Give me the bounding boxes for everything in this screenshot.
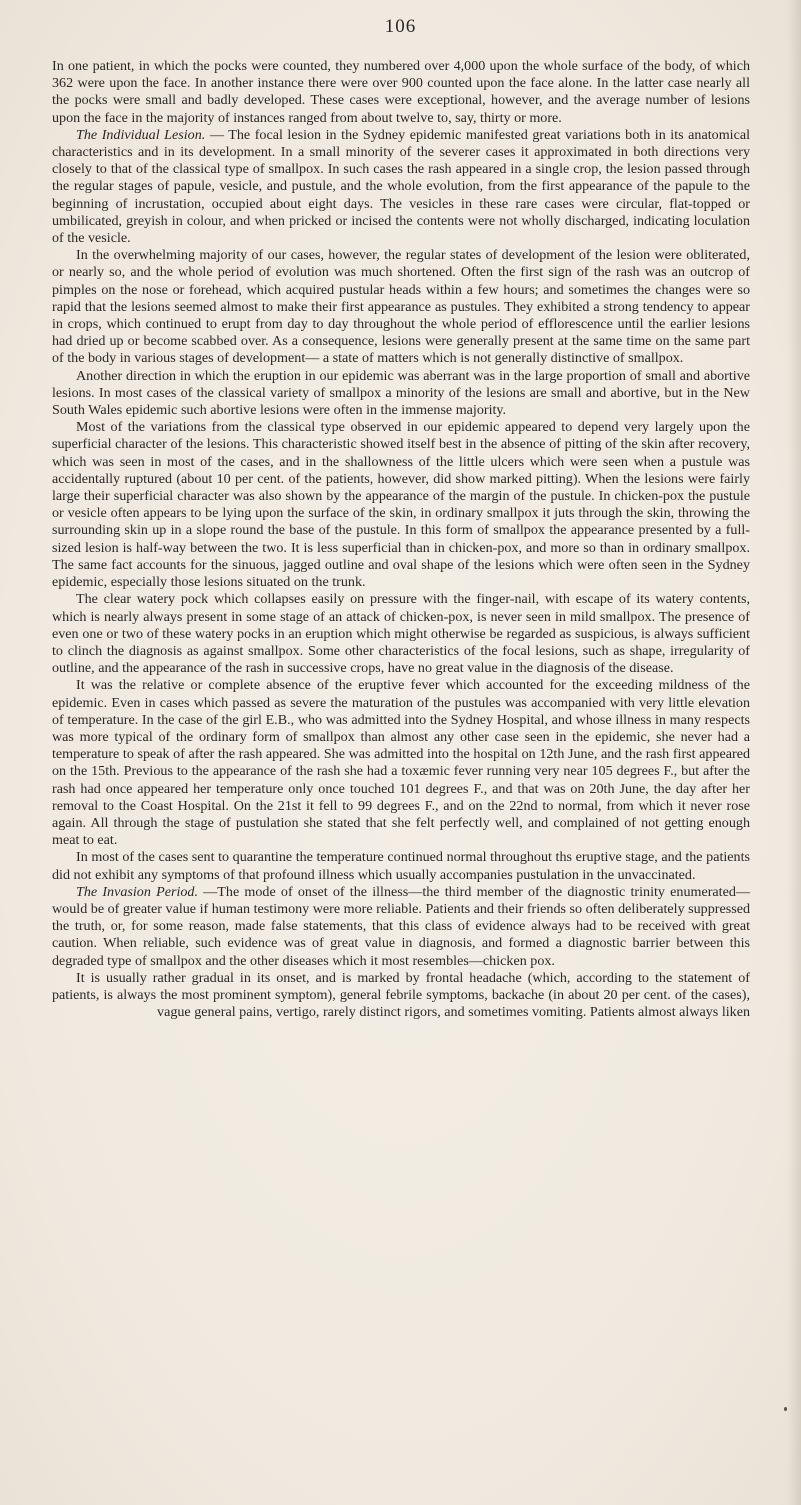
paragraph-development-stages [52, 247, 750, 367]
section-heading-invasion-period: The Invasion Period. [76, 883, 198, 900]
paragraph-text: Most of the variations from the classical type observed in our epidemic appeared to depend very largely upon the superficial character of the lesions. This characteristic showed itself best in the absence of pitting of the skin after recovery, which was seen in most of the cases, and in the shallowness of the little ulcers which were seen when a pustule was accidentally ruptured (about 10 per cent. of the patients, however, did show marked pitting). When the lesions were fairly large their superficial character was also shown by the appearance of the margin of the pustule. In chicken-pox the pustule or vesicle often appears to be lying upon the surface of the skin, in ordinary smallpox it juts through the skin, throwing the surrounding skin up in a slope round the base of the pustule. In this form of smallpox the appearance presented by a full-sized lesion is half-way between the two. It is less superficial than in chicken-pox, and more so than in ordinary smallpox. The same fact accounts for the sinuous, jagged outline and oval shape of the lesions which were often seen in the Sydney epidemic, especially those lesions situated on the trunk. [52, 419, 750, 591]
page-number: 106 [384, 16, 417, 37]
paragraph-text: In the overwhelming majority of our cases, however, the regular states of development of the lesion were obliterated, or nearly so, and the whole period of evolution was much shortened. Often the first sign of the rash was an outcrop of pimples on the nose or forehead, which acquired pustular heads within a few hours; and sometimes the changes were so rapid that the lesions seemed almost to make their first appearance as pustules. They exhibited a strong tendency to appear in crops, which continued to erupt from day to day throughout the whole period of efflorescence until the earlier lesions had dried up or become scabbed over. As a consequence, lesions were generally present at the same time on the same part of the body in various stages of development— a state of matters which is not generally distinctive of smallpox. [52, 247, 750, 367]
section-heading-individual-lesion: The Individual Lesion. [76, 126, 206, 143]
paragraph-onset-symptoms [52, 970, 750, 1022]
paragraph-pock-counts [52, 58, 750, 127]
ink-speck [784, 1407, 787, 1411]
paragraph-eruptive-fever [52, 677, 750, 849]
paragraph-text: The clear watery pock which collapses easily on pressure with the finger-nail, with escape of its watery contents, which is nearly always present in some stage of an attack of chicken-pox, is never seen in mild smallpox. The presence of even one or two of these watery pocks in an eruption which might otherwise be regarded as suspicious, is always sufficient to clinch the diagnosis as against smallpox. Some other characteristics of the focal lesions, such as shape, irregularity of outline, and the appearance of the rash in successive crops, have no great value in the diagnosis of the disease. [52, 591, 750, 677]
paragraph-text: — The focal lesion in the Sydney epidemic manifested great variations both in its anatomical characteristics and in its development. In a small minority of the severer cases it approximated in both directions very closely to that of the classical type of smallpox. In such cases the rash appeared in a single crop, the lesion passed through the regular stages of papule, vesicle, and pustule, and the whole evolution, from the first appearance of the papule to the beginning of incrustation, occupied about eight days. The vesicles in these rare cases were circular, flat-topped or umbilicated, greyish in colour, and when pricked or incised the contents were not wholly discharged, indicating loculation of the vesicle. [52, 126, 750, 247]
paragraph-text: Another direction in which the eruption in our epidemic was aberrant was in the large proportion of small and abortive lesions. In most cases of the classical variety of smallpox a minority of the lesions are small and abortive, but in the New South Wales epidemic such abortive lesions were often in the immense majority. [52, 367, 750, 419]
paragraph-text: —The mode of onset of the illness—the third member of the diagnostic trinity enumerated—would be of greater value if human testimony were more reliable. Patients and their friends so often deliberately suppressed the truth, or, for some reason, made false statements, that this class of evidence always had to be received with great caution. When reliable, such evidence was of great value in diagnosis, and formed a diagnostic barrier between this degraded type of smallpox and the other diseases which it most resembles—chicken pox. [52, 883, 750, 969]
page-edge-shadow [787, 0, 801, 1505]
paragraph-text: In one patient, in which the pocks were counted, they numbered over 4,000 upon the whole surface of the body, of which 362 were upon the face. In another instance there were over 900 counted upon the face alone. In the latter case nearly all the pocks were small and badly developed. These cases were exceptional, however, and the average number of lesions upon the face in the majority of instances ranged from about twelve to, say, thirty or more. [52, 58, 750, 126]
paragraph-text: In most of the cases sent to quarantine the temperature continued normal throughout ths eruptive stage, and the patients did not exhibit any symptoms of that profound illness which usually accompanies pustulation in the unvaccinated. [52, 849, 750, 883]
paragraph-superficial-character [52, 419, 750, 591]
paragraph-text: It was the relative or complete absence of the eruptive fever which accounted for the exceeding mildness of the epidemic. Even in cases which passed as severe the maturation of the pustules was accompanied with very little elevation of temperature. In the case of the girl E.B., who was admitted into the Sydney Hospital, and whose illness in many respects was more typical of the ordinary form of smallpox than almost any other case seen in the epidemic, she never had a temperature to speak of after the rash appeared. She was admitted into the hospital on 12th June, and the rash first appeared on the 15th. Previous to the appearance of the rash she had a toxæmic fever running very near 105 degrees F., but after the rash had once appeared her temperature only once touched 101 degrees F., and that was on 20th June, the day after her removal to the Coast Hospital. On the 21st it fell to 99 degrees F., and on the 22nd to normal, from which it never rose again. All through the stage of pustulation she stated that she felt perfectly well, and complained of not getting enough meat to eat. [52, 677, 750, 849]
paragraph-watery-pock [52, 591, 750, 677]
paragraph-invasion-period [52, 884, 750, 970]
body-text [52, 58, 750, 1021]
paragraph-abortive-lesions [52, 368, 750, 420]
paragraph-individual-lesion [52, 127, 750, 247]
paragraph-quarantine-temperature [52, 849, 750, 883]
paragraph-text: It is usually rather gradual in its onset, and is marked by frontal headache (which, according to the statement of patients, is always the most prominent symptom), general febrile symptoms, backache (in about 20 per cent. of the cases), vague general pains, vertigo, rarely distinct rigors, and sometimes vomiting. Patients almost always liken [52, 969, 750, 1021]
